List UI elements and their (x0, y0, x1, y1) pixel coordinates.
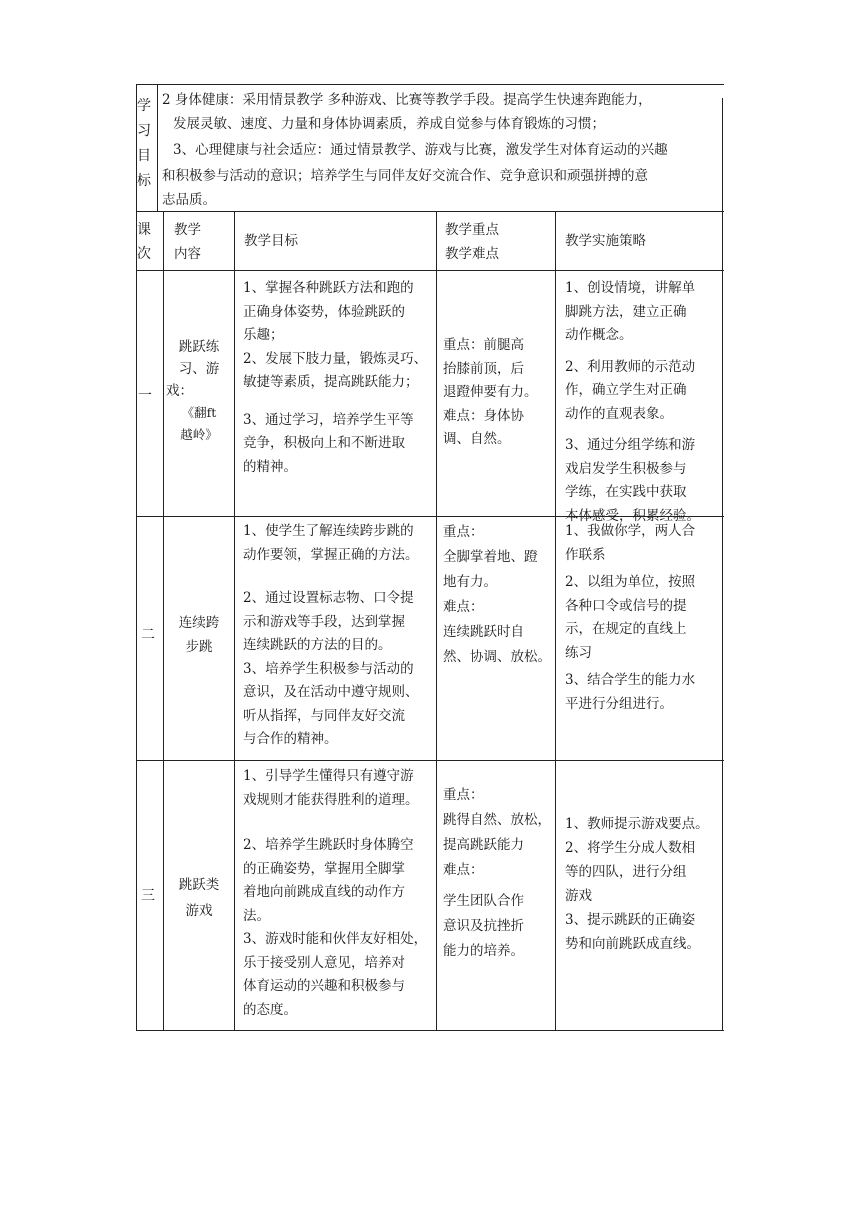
lesson-strategy (565, 520, 721, 716)
strategy-line: 学练，在实践中获取 (565, 484, 687, 500)
lesson-goals (243, 277, 435, 479)
objectives-label-char: 学 (137, 98, 151, 114)
header-lesson (137, 218, 161, 266)
lesson-key-points (443, 783, 559, 964)
goal-item (243, 834, 435, 928)
objectives-line: 3、心理健康与社会适应：通过情景教学、游戏与比赛，激发学生对体育运动的兴趣 (173, 142, 668, 158)
goal-line: 连续跳跃的方法的目的。 (243, 637, 392, 653)
strategy-line: 动作的直观表象。 (565, 405, 673, 422)
strategy-line: 平进行分组进行。 (565, 695, 673, 712)
goal-item (243, 658, 435, 752)
lesson-content (164, 336, 234, 446)
goal-line: 1、引导学生懂得只有遵守游 (243, 768, 414, 784)
goal-line: 3、游戏时能和伙伴友好相处， (243, 931, 428, 947)
objectives-label-char: 目 (137, 148, 151, 164)
strategy-line: 2、以组为单位，按照 (565, 574, 696, 590)
table-top-border (136, 84, 724, 85)
header-lesson-char: 次 (137, 246, 151, 262)
strategy-line: 动作概念。 (565, 327, 633, 343)
header-goals: 教学目标 (244, 233, 298, 249)
header-key-line: 教学难点 (445, 246, 499, 262)
strategy-line: 3、通过分组学练和游 (565, 437, 696, 453)
goal-line: 法。 (243, 907, 270, 924)
lesson-content (164, 612, 234, 659)
objectives-line: 2 身体健康：采用情景教学 多种游戏、比赛等教学手段。提高学生快速奔跑能力， (162, 92, 652, 108)
goal-item (243, 348, 435, 395)
header-content-line: 内容 (174, 246, 201, 262)
key-line: 难点： (443, 862, 484, 878)
objectives-line: 发展灵敏、速度、力量和身体协调素质，养成自觉参与体育锻炼的习惯； (173, 116, 605, 132)
strategy-line: 游戏 (565, 888, 592, 904)
table-bottom-border (136, 1030, 724, 1031)
goal-line: 着地向前跳成直线的动作方 (243, 884, 405, 900)
goal-item (243, 587, 435, 658)
strategy-line: 3、提示跳跃的正确姿 (565, 912, 696, 928)
goal-item (243, 277, 435, 348)
strategy-item (565, 812, 721, 836)
header-content (174, 218, 232, 266)
header-bottom-border (136, 270, 724, 271)
strategy-line: 2、将学生分成人数相 (565, 840, 696, 856)
goal-line: 意识，及在活动中遵守规则、 (243, 684, 419, 700)
key-line: 退蹬伸要有力。 (443, 384, 538, 400)
key-line: 地有力。 (443, 574, 497, 590)
lesson-number: 三 (141, 888, 155, 904)
strategy-item (565, 669, 721, 716)
strategy-line: 1、教师提示游戏要点。 (565, 816, 709, 832)
lesson-content-line: 跳跃类 (178, 877, 220, 893)
lesson-key-points (443, 334, 555, 452)
header-content-line: 教学 (174, 222, 201, 238)
lesson-goals (243, 765, 435, 1022)
goal-line: 动作要领，掌握正确的方法。 (243, 546, 419, 563)
lesson-number: 二 (141, 627, 155, 643)
lesson-content-line: 跳跃练 (178, 339, 220, 355)
strategy-line: 3、结合学生的能力水 (565, 672, 696, 688)
goal-line: 乐于接受别人意见，培养对 (243, 954, 405, 971)
goal-item (243, 520, 435, 567)
goal-item (243, 765, 435, 812)
key-line: 全脚掌着地、蹬 (443, 549, 538, 565)
strategy-line: 练习 (565, 644, 592, 661)
key-line: 抬膝前顶，后 (443, 360, 524, 377)
goal-line: 3、通过学习，培养学生平等 (243, 411, 414, 428)
objectives-label-divider (157, 84, 158, 212)
strategy-line: 1、我做你学，两人合 (565, 523, 696, 539)
objectives-label (137, 94, 157, 194)
header-lesson-char: 课 (137, 222, 151, 238)
goal-item (243, 409, 435, 480)
goal-line: 的态度。 (243, 1001, 297, 1018)
key-line: 难点： (443, 599, 484, 615)
objectives-label-char: 习 (137, 123, 151, 139)
key-line: 跳得自然、放松， (443, 812, 551, 828)
strategy-line: 脚跳方法，建立正确 (565, 303, 687, 320)
key-line: 连续跳跃时自 (443, 624, 524, 640)
goal-line: 1、掌握各种跳跃方法和跑的 (243, 280, 414, 296)
strategy-line: 作，确立学生对正确 (565, 382, 687, 398)
lesson-content-line: 戏： (166, 383, 193, 399)
header-key-points (445, 218, 553, 266)
key-line: 调、自然。 (443, 431, 511, 447)
key-line: 重点： (443, 524, 484, 540)
goal-line: 乐趣； (243, 327, 284, 343)
lesson-goals (243, 520, 435, 752)
lesson-content-line: 越岭》 (180, 427, 218, 442)
table-right-border (722, 98, 723, 1031)
strategy-line: 示，在规定的直线上 (565, 621, 687, 637)
strategy-item (565, 571, 721, 665)
lesson-key-points (443, 520, 555, 670)
key-line: 然、协调、放松。 (443, 649, 551, 665)
lesson-content-line: 连续跨 (178, 615, 220, 631)
lesson-content-line: 《翻ft (181, 405, 217, 420)
key-line: 能力的培养。 (443, 943, 524, 959)
strategy-item (565, 356, 721, 427)
goal-line: 体育运动的兴趣和积极参与 (243, 978, 405, 994)
goal-line: 听从指挥，与同伴友好交流 (243, 707, 405, 724)
goal-line: 的精神。 (243, 458, 297, 475)
key-line: 提高跳跃能力 (443, 837, 524, 853)
key-line: 难点：身体协 (443, 407, 524, 424)
strategy-line: 戏启发学生积极参与 (565, 460, 687, 477)
strategy-line: 2、利用教师的示范动 (565, 358, 696, 375)
goals-col-divider (436, 211, 437, 1031)
lesson-strategy (565, 812, 721, 956)
objectives-text (160, 88, 722, 212)
objectives-line: 志品质。 (162, 192, 216, 208)
goal-line: 2、通过设置标志物、口令提 (243, 590, 414, 606)
goal-line: 的正确姿势，掌握用全脚掌 (243, 860, 405, 877)
lesson-number: 一 (138, 388, 152, 404)
goal-line: 正确身体姿势，体验跳跃的 (243, 303, 405, 320)
goal-line: 竞争，积极向上和不断进取 (243, 435, 405, 451)
strategy-line: 等的四队，进行分组 (565, 864, 687, 880)
goal-line: 3、培养学生积极参与活动的 (243, 660, 414, 677)
key-line: 学生团队合作 (443, 893, 524, 909)
content-col-divider (234, 211, 235, 1031)
key-line: 重点：前腿高 (443, 337, 524, 353)
header-key-line: 教学重点 (445, 222, 499, 238)
objectives-line: 和积极参与活动的意识；培养学生与同伴友好交流合作、竞争意识和顽强拼搏的意 (162, 168, 648, 184)
lesson-content-line: 习、游 (178, 361, 220, 377)
goal-line: 与合作的精神。 (243, 731, 338, 747)
strategy-item (565, 434, 721, 528)
goal-line: 戏规则才能获得胜利的道理。 (243, 791, 419, 808)
strategy-line: 1、创设情境，讲解单 (565, 280, 696, 296)
row2-bottom-border (136, 760, 724, 761)
objectives-label-char: 标 (137, 173, 151, 189)
goal-line: 示和游戏等手段，达到掌握 (243, 613, 405, 630)
strategy-line: 势和向前跳跃成直线。 (565, 936, 700, 952)
key-line: 意识及抗挫折 (443, 918, 524, 934)
strategy-item (565, 277, 721, 348)
strategy-item (565, 520, 721, 567)
strategy-item (565, 836, 721, 908)
strategy-item (565, 908, 721, 956)
header-strategy: 教学实施策略 (565, 233, 646, 249)
goal-line: 2、发展下肢力量，锻炼灵巧、 (243, 350, 428, 367)
lesson-content-line: 游戏 (185, 903, 213, 919)
goal-item (243, 928, 435, 1022)
goal-line: 1、使学生了解连续跨步跳的 (243, 523, 414, 539)
goal-line: 2、培养学生跳跃时身体腾空 (243, 837, 414, 853)
key-line: 重点： (443, 787, 484, 803)
goal-line: 敏捷等素质，提高跳跃能力； (243, 374, 419, 390)
lesson-strategy (565, 277, 721, 528)
strategy-line: 本体感受，积累经验。 (565, 507, 700, 524)
strategy-line: 各种口令或信号的提 (565, 597, 687, 614)
lesson-content-line: 步跳 (185, 638, 213, 655)
strategy-line: 作联系 (565, 546, 606, 563)
lesson-content (164, 872, 234, 924)
